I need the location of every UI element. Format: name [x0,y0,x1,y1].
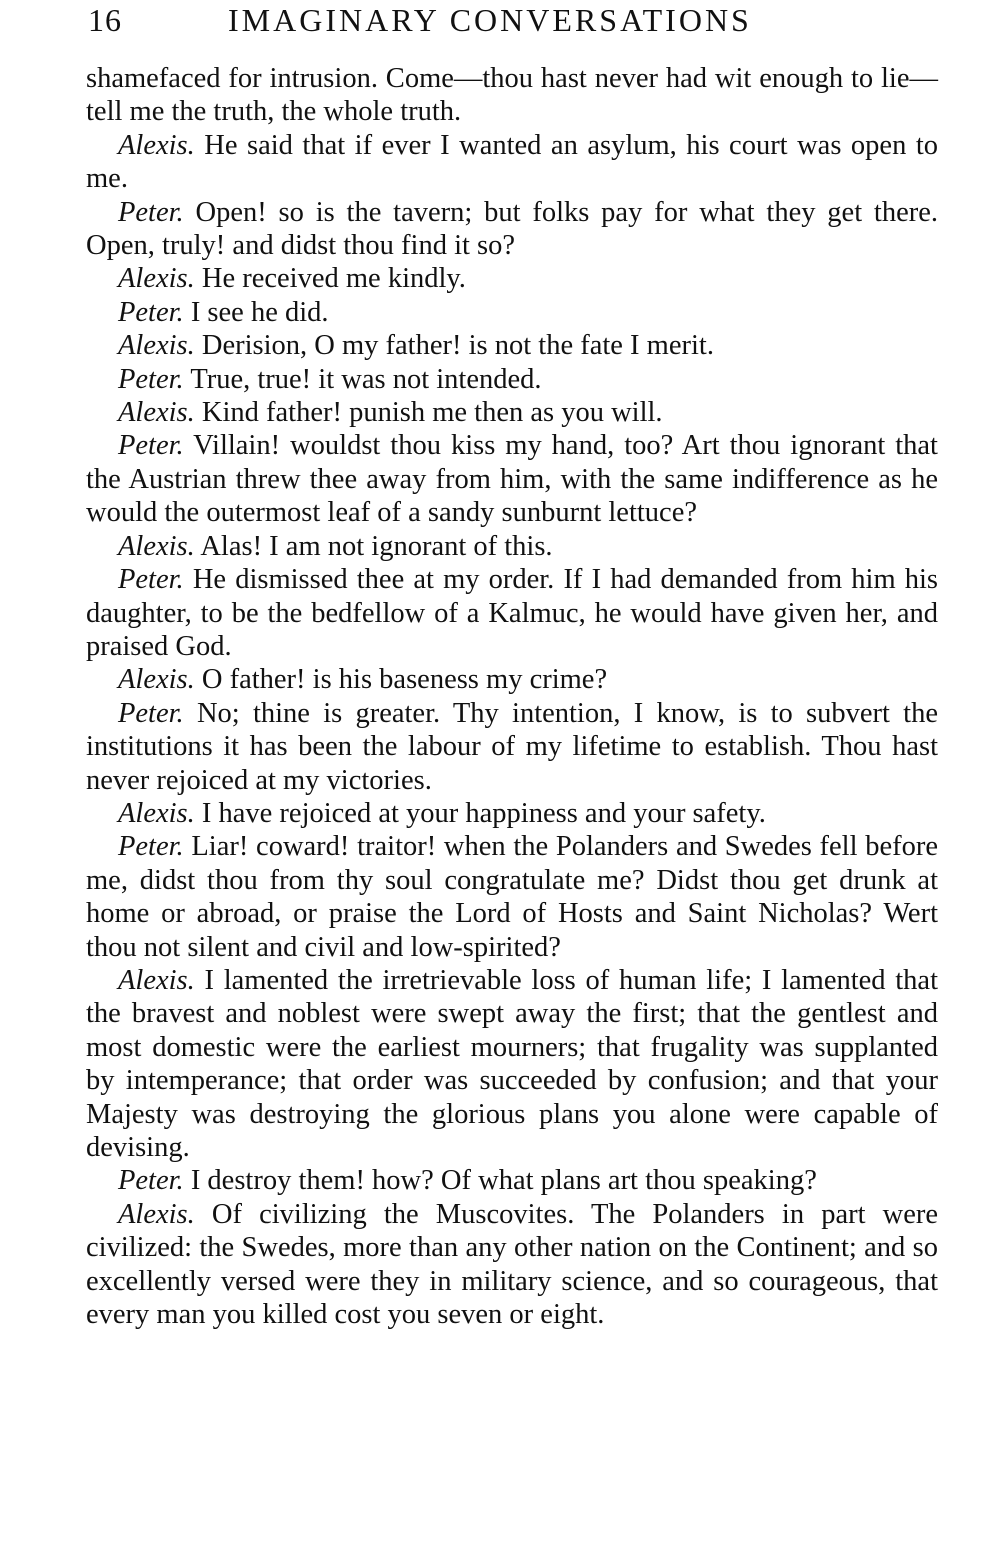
speaker-name: Alexis. [118,263,195,295]
dialogue-paragraph [86,429,938,529]
speaker-name: Alexis. [118,530,195,562]
dialogue-text [86,62,938,1331]
page-number: 16 [88,2,122,38]
speech-text: Kind father! punish me then as you will. [201,397,663,429]
speech-text: Villain! wouldst thou kiss my hand, too? Art thou ignorant that the Austrian threw thee away from him, with the same indifference as he would the outermost leaf of a sandy sunburnt lettuce? [86,430,938,529]
dialogue-paragraph [86,129,938,196]
dialogue-paragraph [86,663,938,696]
dialogue-paragraph [86,697,938,797]
speech-text: Alas! I am not ignorant of this. [200,530,553,562]
dialogue-paragraph [86,196,938,263]
speech-text: O father! is his baseness my crime? [201,664,608,696]
dialogue-paragraph [86,62,938,129]
speaker-name: Alexis. [118,397,195,429]
speaker-name: Peter. [118,363,184,395]
dialogue-paragraph [86,830,938,964]
speaker-name: Alexis. [118,797,195,829]
dialogue-paragraph [86,530,938,563]
dialogue-paragraph [86,1198,938,1332]
dialogue-paragraph [86,396,938,429]
dialogue-paragraph [86,797,938,830]
dialogue-paragraph [86,262,938,295]
speaker-name: Peter. [118,430,184,462]
speech-text: No; thine is greater. Thy intention, I know, is to subvert the institutions it has been the labour of my lifetime to establish. Thou hast never rejoiced at my victories. [86,697,939,796]
dialogue-paragraph [86,1164,938,1197]
speech-text: He dismissed thee at my order. If I had demanded from him his daughter, to be the bedfellow of a Kalmuc, he would have given her, and praised God. [86,564,939,662]
running-head [88,2,848,44]
speech-text: He said that if ever I wanted an asylum, his court was open to me. [86,129,939,195]
speaker-name: Alexis. [118,330,195,362]
speech-text: Liar! coward! traitor! when the Polanders and Swedes fell before me, didst thou from thy soul congratulate me? Didst thou get drunk at home or abroad, or praise the Lord of Hosts and Saint Nicholas? Wert thou not silent and civil and low-spirited? [86,831,938,963]
speech-text: Open! so is the tavern; but folks pay for what they get there. Open, truly! and didst thou find it so? [86,196,939,262]
speaker-name: Peter. [118,296,184,328]
dialogue-paragraph [86,329,938,362]
speaker-name: Alexis. [118,664,195,696]
running-title: IMAGINARY CONVERSATIONS [228,2,752,38]
dialogue-paragraph [86,363,938,396]
speech-text: True, true! it was not intended. [190,363,542,395]
speech-text: shamefaced for intrusion. Come—thou hast never had wit enough to lie—tell me the truth, the whole truth. [86,63,938,128]
speaker-name: Alexis. [118,964,195,996]
dialogue-paragraph [86,563,938,663]
dialogue-paragraph [86,964,938,1164]
speech-text: Of civilizing the Muscovites. The Polanders in part were civilized: the Swedes, more than any other nation on the Continent; and so excellently versed were they in military science, and so courageous, that every man you killed cost you seven or eight. [86,1198,938,1331]
dialogue-paragraph [86,296,938,329]
speaker-name: Alexis. [118,1198,195,1230]
speech-text: I have rejoiced at your happiness and your safety. [201,797,766,829]
speaker-name: Alexis. [118,129,195,161]
speaker-name: Peter. [118,564,184,596]
speech-text: I lamented the irretrievable loss of human life; I lamented that the bravest and noblest were swept away the first; that the gentlest and most domestic were the earliest mourners; that frugality was supplanted by intemperance; that order was succeeded by confusion; and that your Majesty was destroying the glorious plans you alone were capable of devising. [86,964,938,1163]
speaker-name: Peter. [118,196,184,228]
speech-text: I see he did. [190,296,329,328]
speaker-name: Peter. [118,1165,184,1197]
speech-text: I destroy them! how? Of what plans art thou speaking? [190,1165,817,1197]
speech-text: Derision, O my father! is not the fate I merit. [201,330,714,362]
speaker-name: Peter. [118,831,184,863]
speaker-name: Peter. [118,697,184,729]
speech-text: He received me kindly. [201,263,466,295]
